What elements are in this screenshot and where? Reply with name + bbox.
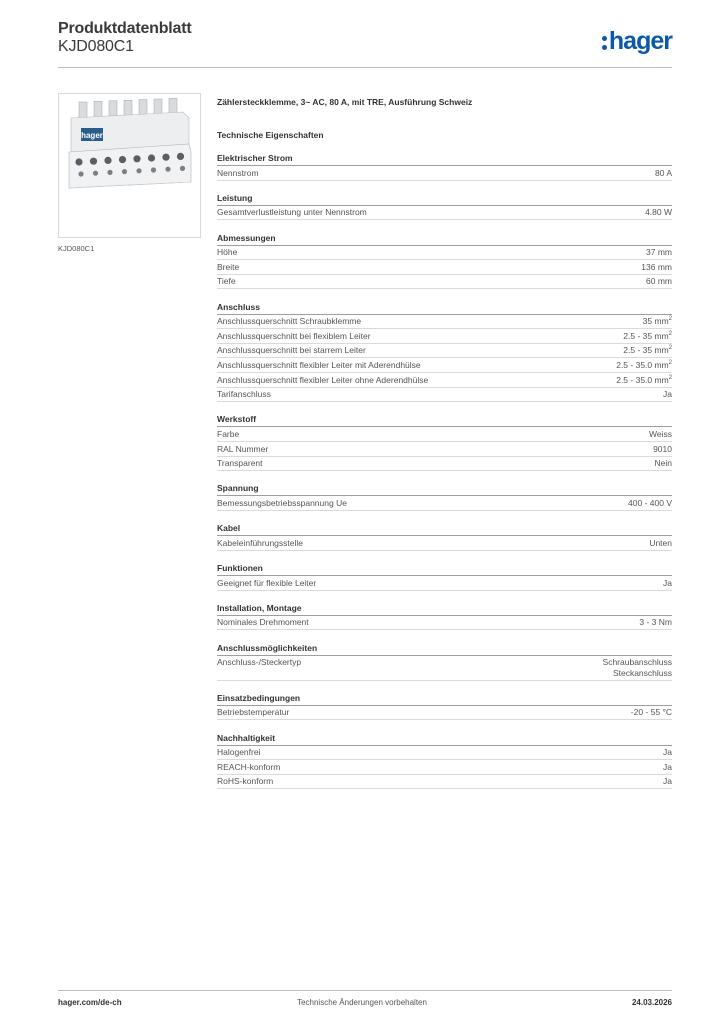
unit-superscript: 2	[668, 316, 672, 323]
image-caption: KJD080C1	[58, 244, 95, 253]
unit-superscript: 2	[668, 330, 672, 337]
property-value	[663, 775, 672, 788]
property-row	[217, 246, 672, 260]
meter-terminal-block-icon	[59, 94, 200, 237]
property-label: Gesamtverlustleistung unter Nennstrom	[217, 207, 367, 218]
property-value-text: 136 mm	[641, 261, 672, 272]
property-value	[663, 577, 672, 590]
property-value-text: Nein	[654, 458, 672, 469]
section-heading: Spannung	[217, 482, 672, 496]
property-row	[217, 428, 672, 442]
hager-logo	[602, 27, 672, 55]
property-label: Anschlussquerschnitt flexibler Leiter mit Aderendhülse	[217, 360, 421, 370]
property-value-text: Ja	[663, 776, 672, 787]
property-label: Nominales Drehmoment	[217, 617, 309, 628]
section-heading: Werkstoff	[217, 413, 672, 427]
property-row	[217, 656, 672, 681]
footer-divider	[58, 990, 672, 991]
property-value-text: 60 mm	[646, 276, 672, 287]
property-label: Bemessungsbetriebsspannung Ue	[217, 498, 347, 508]
property-row	[217, 443, 672, 457]
property-label: Anschlussquerschnitt flexibler Leiter ohne Aderendhülse	[217, 374, 429, 385]
property-value	[649, 428, 672, 441]
property-label: Nennstrom	[217, 167, 259, 178]
property-value-text: 9010	[653, 443, 672, 454]
property-value	[663, 388, 672, 401]
property-row	[217, 275, 672, 289]
property-label: Anschlussquerschnitt Schraubklemme	[217, 316, 362, 327]
property-value-text: Ja	[663, 761, 672, 772]
property-label: Geeignet für flexible Leiter	[217, 577, 317, 588]
property-label: Betriebstemperatur	[217, 707, 290, 718]
property-row	[217, 616, 672, 630]
property-value-text: 37 mm	[646, 247, 672, 258]
header-divider	[58, 67, 672, 68]
property-value	[655, 167, 672, 180]
property-value	[653, 443, 672, 456]
property-value	[646, 246, 672, 259]
property-row	[217, 388, 672, 402]
property-value	[646, 275, 672, 288]
property-value	[643, 315, 672, 328]
property-value	[663, 761, 672, 774]
property-value	[663, 746, 672, 759]
property-label: Höhe	[217, 247, 238, 258]
property-label: Farbe	[217, 429, 240, 439]
property-row	[217, 167, 672, 181]
property-label: Tiefe	[217, 276, 236, 287]
document-title: Produktdatenblatt	[58, 20, 192, 37]
property-row	[217, 706, 672, 720]
property-row	[217, 775, 672, 789]
property-value	[623, 344, 672, 357]
section-heading: Anschlussmöglichkeiten	[217, 642, 672, 656]
property-row	[217, 457, 672, 471]
page-header	[58, 20, 672, 68]
footer-website: hager.com/de-ch	[58, 998, 122, 1007]
property-value-text: -20 - 55 °C	[630, 707, 672, 718]
property-value	[616, 374, 672, 387]
property-label: Halogenfrei	[217, 747, 261, 758]
property-value	[628, 497, 672, 510]
property-row	[217, 330, 672, 344]
section-heading: Kabel	[217, 522, 672, 536]
property-label: Tarifanschluss	[217, 389, 271, 400]
property-value-text: Ja	[663, 389, 672, 400]
logo-colon-icon	[602, 34, 607, 50]
property-value	[639, 616, 672, 629]
property-label: RAL Nummer	[217, 443, 269, 454]
section-heading: Elektrischer Strom	[217, 152, 672, 166]
property-label: Kabeleinführungsstelle	[217, 537, 304, 548]
property-row	[217, 359, 672, 373]
property-row	[217, 577, 672, 591]
property-value-text: 400 - 400 V	[628, 498, 672, 508]
property-value	[641, 261, 672, 274]
property-row	[217, 344, 672, 358]
property-label: Anschluss-/Steckertyp	[217, 657, 302, 668]
property-value	[645, 206, 672, 219]
property-row	[217, 315, 672, 329]
property-value	[623, 330, 672, 343]
property-label: RoHS-konform	[217, 776, 274, 787]
unit-superscript: 2	[668, 374, 672, 381]
property-row	[217, 374, 672, 388]
section-heading: Installation, Montage	[217, 602, 672, 616]
unit-superscript: 2	[668, 360, 672, 367]
property-value-text: Schraubanschluss	[602, 657, 672, 668]
unit-superscript: 2	[668, 345, 672, 352]
property-value-text: Weiss	[649, 429, 672, 439]
logo-text: hager	[608, 27, 672, 55]
property-value	[603, 657, 672, 679]
property-row	[217, 746, 672, 760]
property-label: Breite	[217, 261, 240, 272]
property-row	[217, 761, 672, 775]
property-value-text: 3 - 3 Nm	[639, 617, 672, 628]
property-value-text: 2.5 - 35 mm	[623, 345, 669, 356]
property-label: Transparent	[217, 458, 263, 469]
property-value-text: Ja	[663, 747, 672, 758]
footer-note: Technische Änderungen vorbehalten	[297, 998, 427, 1007]
svg-text:hager: hager	[81, 131, 103, 140]
property-value-text: Ja	[663, 577, 672, 588]
property-value-text: Steckanschluss	[612, 668, 672, 679]
property-row	[217, 497, 672, 511]
section-heading: Funktionen	[217, 562, 672, 576]
property-label: REACH-konform	[217, 761, 281, 772]
property-value	[649, 537, 672, 550]
property-value-text: 80 A	[654, 167, 672, 178]
property-value-text: 35 mm	[642, 316, 669, 327]
section-heading: Anschluss	[217, 301, 672, 315]
product-description: Zählersteckklemme, 3~ AC, 80 A, mit TRE, Ausführung Schweiz	[217, 97, 473, 107]
section-heading: Nachhaltigkeit	[217, 732, 672, 746]
property-value	[655, 457, 672, 470]
section-heading: Abmessungen	[217, 232, 672, 246]
property-label: Anschlussquerschnitt bei starrem Leiter	[217, 345, 366, 356]
property-value	[616, 359, 672, 372]
product-image	[58, 93, 201, 238]
property-value	[631, 706, 672, 719]
document-subtitle: KJD080C1	[58, 38, 134, 55]
section-heading: Einsatzbedingungen	[217, 692, 672, 706]
footer-date: 24.03.2026	[631, 998, 672, 1007]
property-value-text: 2.5 - 35.0 mm	[616, 360, 669, 370]
property-row	[217, 261, 672, 275]
property-value-text: 4.80 W	[645, 207, 672, 218]
property-row	[217, 206, 672, 220]
property-label: Anschlussquerschnitt bei flexiblem Leiter	[217, 330, 371, 341]
section-heading: Leistung	[217, 192, 672, 206]
property-value-text: 2.5 - 35.0 mm	[616, 374, 669, 385]
property-value-text: Unten	[649, 537, 672, 548]
property-value-text: 2.5 - 35 mm	[623, 330, 669, 341]
technical-properties-title: Technische Eigenschaften	[217, 130, 324, 140]
property-row	[217, 537, 672, 551]
